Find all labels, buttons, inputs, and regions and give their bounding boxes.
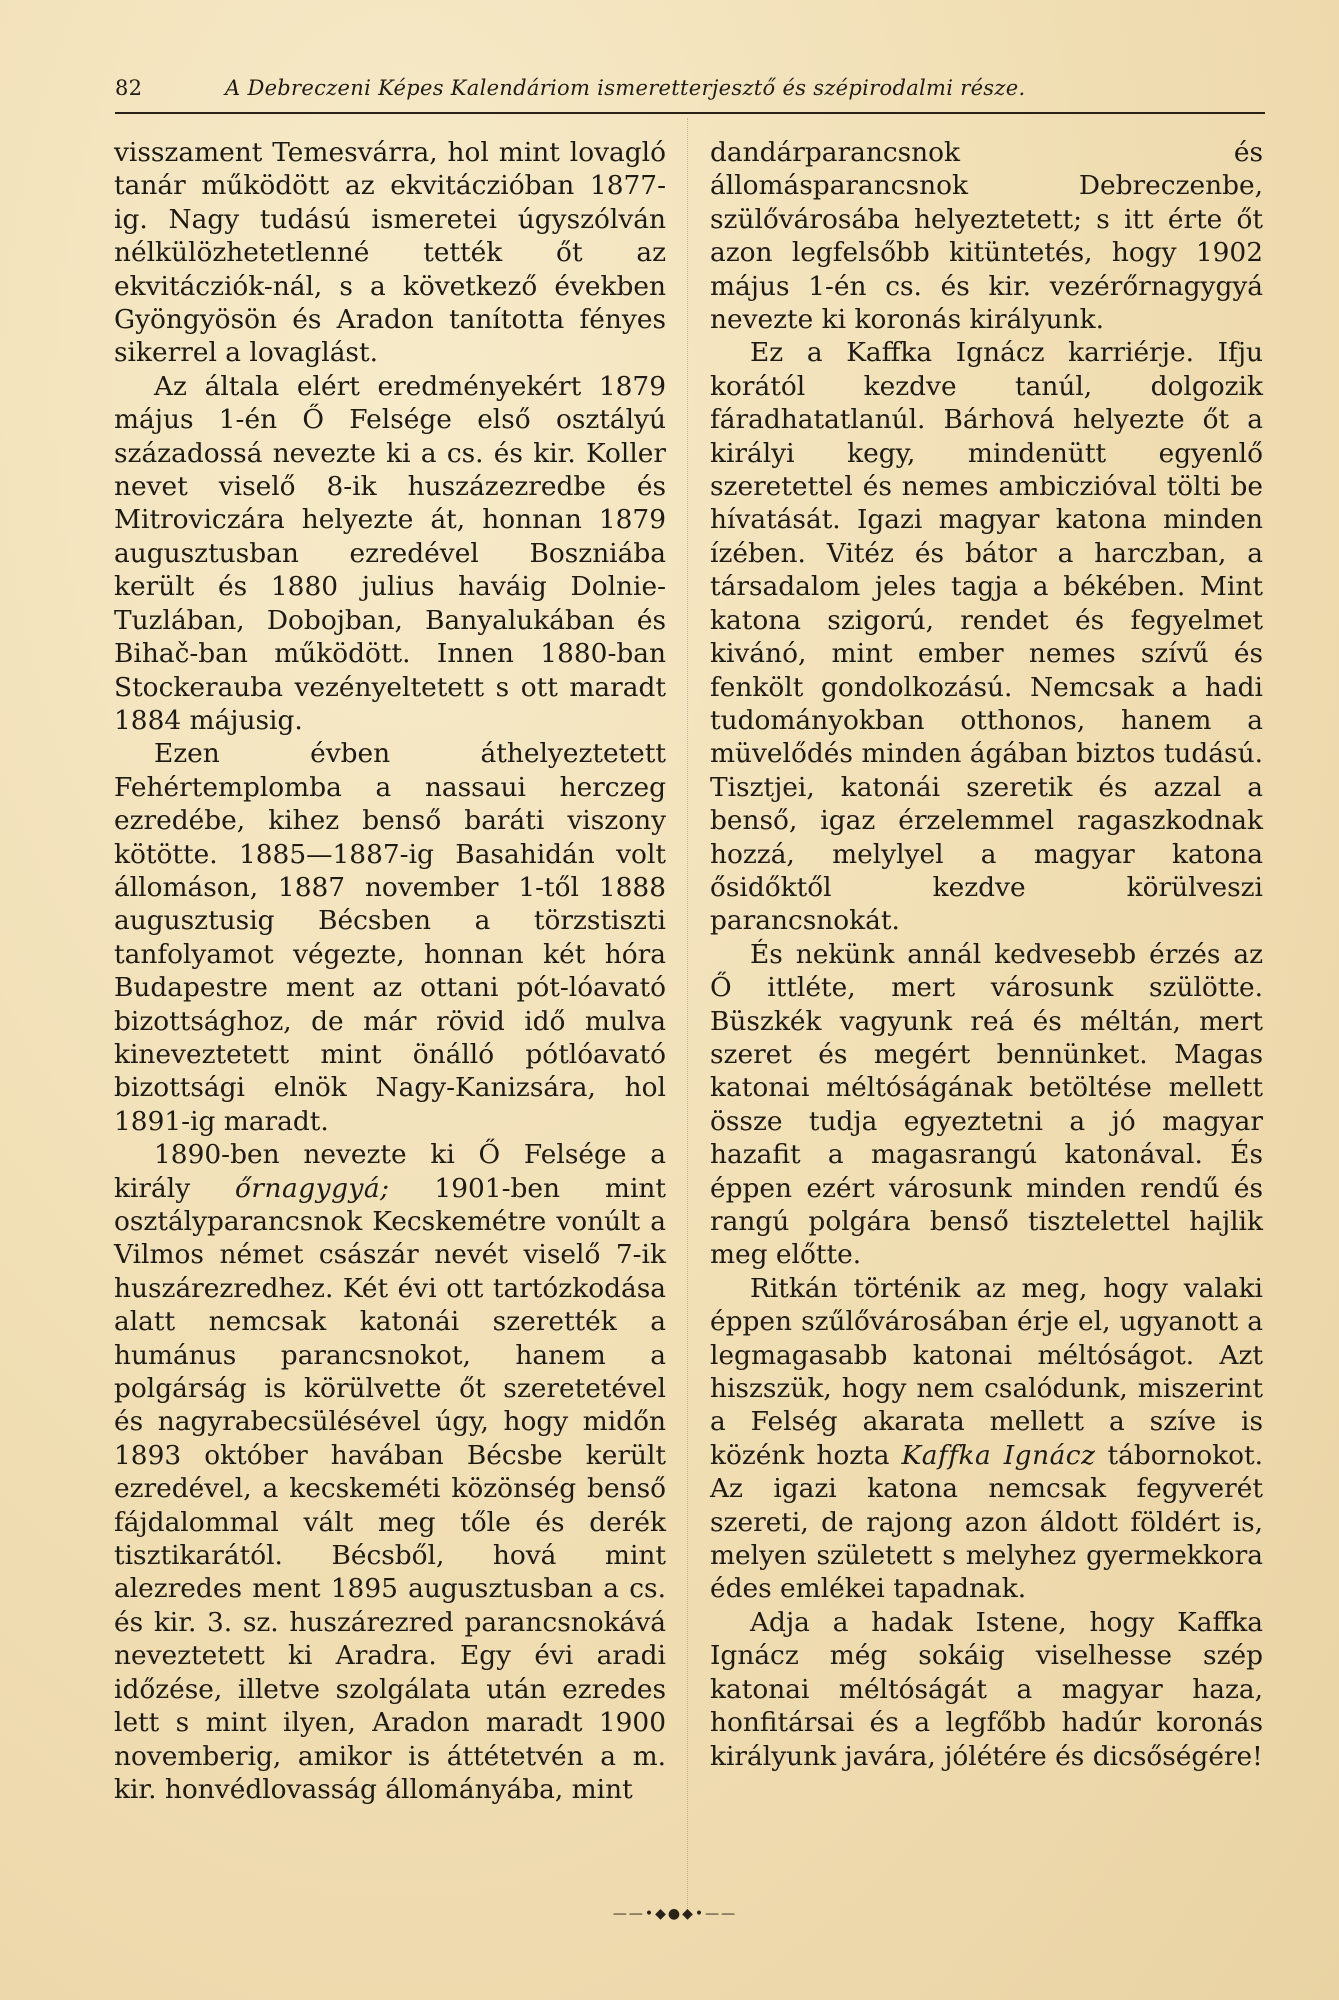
paragraph-text: Ritkán történik az meg, hogy valaki éppen szűlővárosában érje el, ugyanott a legmagasabb katonai méltóságot. Azt hiszszük, hogy nem csalódunk, miszerint a Felség akarata mellett a szíve is közénk hozta xyxy=(710,1272,1263,1471)
paragraph: Az általa elért eredményekért 1879 május 1-én Ő Felsége első osztályú századossá nevezte ki a cs. és kir. Koller nevet viselő 8-ik huszázezredbe és Mitroviczára helyezte át, honnan 1879 augusztusban ezredével Boszniába került és 1880 julius haváig Dolnie-Tuzlában, Dobojban, Banyalukában és Bihač-ban működött. Innen 1880-ban Stockerauba vezényeltetett s ott maradt 1884 májusig. xyxy=(114,370,666,736)
paragraph-text: 1890-ben nevezte ki Ő Felsége a király xyxy=(114,1139,666,1204)
paragraph: Ez a Kaffka Ignácz karriérje. Ifju korától kezdve tanúl, dolgozik fáradhatatlanúl. Bárhová helyezte őt a királyi kegy, mindenütt egyenlő szeretettel és nemes ambiczióval tölti be hívatását. Igazi magyar katona minden ízében. Vitéz és bátor a harczban, a társadalom jeles tagja a békében. Mint katona szigorú, rendet és fegyelmet kivánó, mint ember nemes szívű és fenkölt gondolkozású. Nemcsak a hadi tudományokban otthonos, hanem a müvelődés minden ágában biztos tudású. Tisztjei, katonái szeretik és azzal a benső, igaz érzelemmel ragaszkodnak hozzá, melylyel a magyar katona ősidőktől kezdve körülveszi parancsnokát. xyxy=(710,337,1263,937)
paragraph: És nekünk annál kedvesebb érzés az Ő ittléte, mert városunk szülötte. Büszkék vagyunk reá és méltán, mert szeret és megért bennünket. Magas katonai méltóságának betöltése mellett össze tudja egyeztetni a jó magyar hazafit a magasrangú katonával. És éppen ezért városunk minden rendű és rangú polgára benső tisztelettel hajlik meg előtte. xyxy=(710,938,1263,1271)
paragraph-text: 1901-ben mint osztályparancsnok Kecskemétre vonúlt a Vilmos német császár nevét viselő 7-ik huszárezredhez. Két évi ott tartózkodása alatt nemcsak katonái szerették a humánus parancsnokot, hanem a polgárság is körülvette őt szeretetével és nagyrabecsülésével úgy, hogy midőn 1893 október havában Bécsbe került ezredével, a kecskeméti közönség benső fájdalommal vált meg tőle és derék tisztikarától. Bécsből, hová mint alezredes ment 1895 augusztusban a cs. és kir. 3. sz. huszárezred parancsnokává neveztetett ki Aradra. Egy évi aradi időzése, illetve szolgálata után ezredes lett s mint ilyen, Aradon maradt 1900 novemberig, amikor is áttétetvén a m. kir. honvédlovasság állományába, mint xyxy=(114,1172,666,1805)
column-divider xyxy=(687,118,688,1918)
paragraph: visszament Temesvárra, hol mint lovagló tanár működött az ekvitáczióban 1877-ig. Nagy tudású ismeretei úgyszólván nélkülözhetetlenné tették őt az ekvitácziók-nál, s a következő években Gyöngyösön és Aradon tanította fényes sikerrel a lovaglást. xyxy=(114,137,666,369)
emphasized-name: Kaffka Ignácz xyxy=(901,1439,1096,1471)
paragraph: Adja a hadak Istene, hogy Kaffka Ignácz még sokáig viselhesse szép katonai méltóságát a magyar haza, honfitársai és a legfőbb hadúr koronás királyunk javára, jólétére és dicsőségére! xyxy=(710,1606,1263,1772)
end-ornament: ——•◆●◆•—— xyxy=(612,1906,738,1922)
paragraph: Ezen évben áthelyeztetett Fehértemplomba a nassaui herczeg ezredébe, kihez benső baráti viszony kötötte. 1885—1887-ig Basahidán volt állomáson, 1887 november 1-től 1888 augusztusig Bécsben a törzstiszti tanfolyamot végezte, honnan két hóra Budapestre ment az ottani pót-lóavató bizottsághoz, de már rövid idő mulva kineveztetett mint önálló pótlóavató bizottsági elnök Nagy-Kanizsára, hol 1891-ig maradt. xyxy=(114,738,666,1137)
paragraph xyxy=(114,1138,666,1806)
right-column xyxy=(710,136,1263,1773)
running-title: A Debreczeni Képes Kalendáriom ismeretterjesztő és szépirodalmi része. xyxy=(225,76,1026,100)
paragraph-text: tábornokot. Az igazi katona nemcsak fegyverét szereti, de rajong azon áldott földért is, melyen született s melyhez gyermekkora édes emlékei tapadnak. xyxy=(710,1439,1263,1605)
paragraph xyxy=(710,1272,1263,1606)
left-column xyxy=(114,136,666,1806)
emphasized-rank: őrnagygyá; xyxy=(235,1172,390,1204)
paragraph: dandárparancsnok és állomásparancsnok Debreczenbe, szülővárosába helyeztetett; s itt érte őt azon legfelsőbb kitüntetés, hogy 1902 május 1-én cs. és kir. vezérőrnagygyá nevezte ki koronás királyunk. xyxy=(710,137,1263,336)
page-number: 82 xyxy=(115,76,143,100)
running-header xyxy=(115,72,1265,114)
